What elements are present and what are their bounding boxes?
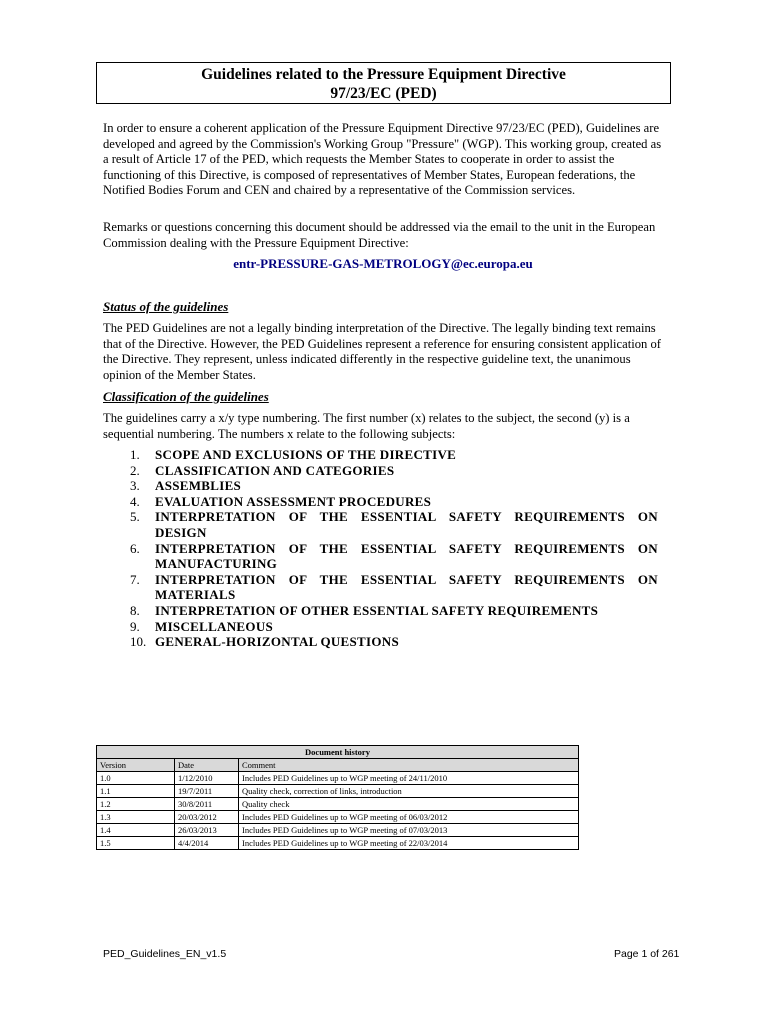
document-title [96,62,671,104]
column-header: Version [97,759,175,772]
subject-item: 2. CLASSIFICATION AND CATEGORIES [130,462,395,478]
classification-paragraph: The guidelines carry a x/y type numbering. The first number (x) relates to the subject, the second (y) is a sequential numbering. The numbers x relate to the following subjects: [103,411,630,441]
table-row: 1.2 30/8/2011 Quality check [97,798,579,811]
subject-item: 3. ASSEMBLIES [130,478,242,494]
subject-item: 7. INTERPRETATION OF THE ESSENTIAL SAFETY REQUIREMENTS ON MATERIALS [130,571,658,603]
status-heading: Status of the guidelines [103,299,229,314]
subject-item: 5. INTERPRETATION OF THE ESSENTIAL SAFETY REQUIREMENTS ON DESIGN [130,509,658,540]
table-row: 1.4 26/03/2013 Includes PED Guidelines up to WGP meeting of 07/03/2013 [97,824,579,837]
classification-heading: Classification of the guidelines [103,389,269,404]
subject-list [103,447,658,650]
table-caption: Document history [97,746,579,759]
intro-paragraph-2: Remarks or questions concerning this document should be addressed via the email to the unit in the European Commission dealing with the Pressure Equipment Directive: [103,220,656,250]
footer-filename: PED_Guidelines_EN_v1.5 [103,948,227,960]
table-row: 1.5 4/4/2014 Includes PED Guidelines up to WGP meeting of 22/03/2014 [97,837,579,850]
table-row: 1.0 1/12/2010 Includes PED Guidelines up to WGP meeting of 24/11/2010 [97,772,579,785]
column-header: Comment [239,759,579,772]
column-header: Date [175,759,239,772]
subject-item: 9. MISCELLANEOUS [130,618,274,634]
table-row: 1.1 19/7/2011 Quality check, correction of links, introduction [97,785,579,798]
contact-email-link[interactable]: entr-PRESSURE-GAS-METROLOGY@ec.europa.eu [233,256,533,271]
title-line-2: 97/23/EC (PED) [330,85,437,102]
title-line-1: Guidelines related to the Pressure Equipment Directive [201,66,566,83]
subject-item: 10. GENERAL-HORIZONTAL QUESTIONS [130,634,400,650]
subject-item: 8. INTERPRETATION OF OTHER ESSENTIAL SAFETY REQUIREMENTS [130,602,599,618]
intro-paragraph-1: In order to ensure a coherent application of the Pressure Equipment Directive 97/23/EC (PED), Guidelines are developed and agreed by the Commission's Working Group "Pressure" (WGP). This working group, created as a result of Article 17 of the PED, which requests the Member States to cooperate in order to assist the functioning of this Directive, is composed of representatives of Member States, European federations, the Notified Bodies Forum and CEN and chaired by a representative of the Commission services. [103,121,662,198]
footer-page-number: Page 1 of 261 [614,948,680,960]
document-history-table [96,745,579,850]
status-paragraph: The PED Guidelines are not a legally binding interpretation of the Directive. The legally binding text remains that of the Directive. However, the PED Guidelines represent a reference for ensuring consistent application of the Directive. They represent, unless indicated differently in the respective guideline text, the unanimous opinion of the Member States. [103,321,661,382]
subject-item: 6. INTERPRETATION OF THE ESSENTIAL SAFETY REQUIREMENTS ON MANUFACTURING [130,540,658,572]
subject-item: 1. SCOPE AND EXCLUSIONS OF THE DIRECTIVE [130,447,457,462]
table-row: 1.3 20/03/2012 Includes PED Guidelines up to WGP meeting of 06/03/2012 [97,811,579,824]
subject-item: 4. EVALUATION ASSESSMENT PROCEDURES [130,493,432,509]
